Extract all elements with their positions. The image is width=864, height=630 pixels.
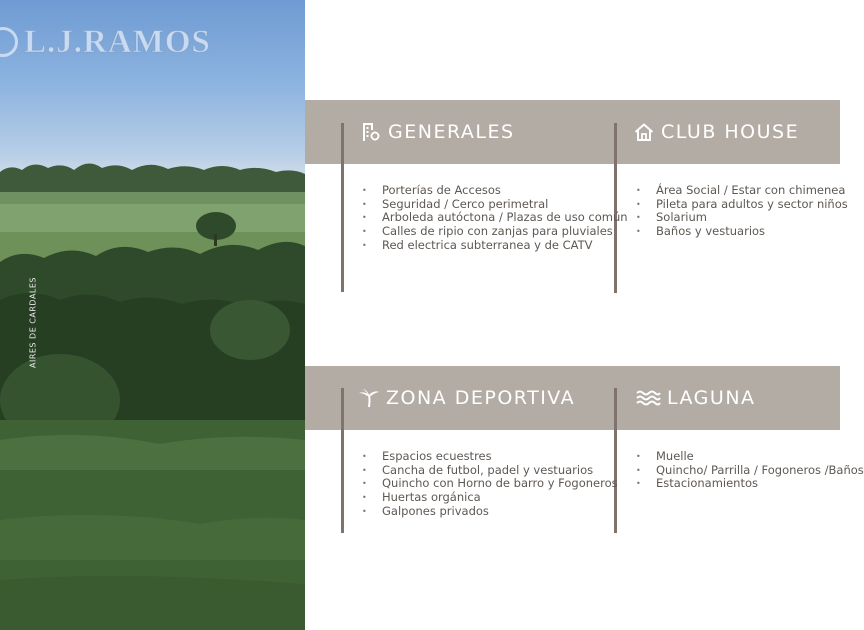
section-title-laguna: LAGUNA xyxy=(667,387,756,409)
section-header-club-house xyxy=(633,100,799,164)
logo-text: L.J.RAMOS xyxy=(24,24,211,60)
list-item: • Red electrica subterranea y de CATV xyxy=(362,239,628,253)
section-title-club-house: CLUB HOUSE xyxy=(661,121,800,143)
section-header-generales xyxy=(360,100,515,164)
list-item: • Muelle xyxy=(636,450,864,464)
list-item: • Porterías de Accesos xyxy=(362,184,628,198)
list-item: • Pileta para adultos y sector niños xyxy=(636,198,848,212)
list-item: • Seguridad / Cerco perimetral xyxy=(362,198,628,212)
list-item: • Área Social / Estar con chimenea xyxy=(636,184,848,198)
waves-icon xyxy=(635,387,661,409)
list-generales xyxy=(362,184,628,253)
logo-seal-icon xyxy=(0,27,18,57)
list-item: • Galpones privados xyxy=(362,505,618,519)
building-icon xyxy=(360,121,382,143)
list-item: • Estacionamientos xyxy=(636,477,864,491)
list-item: • Baños y vestuarios xyxy=(636,225,848,239)
divider-zona-deportiva xyxy=(341,388,344,533)
list-club-house xyxy=(636,184,848,239)
list-item: • Solarium xyxy=(636,211,848,225)
aerial-photo xyxy=(0,0,305,630)
list-item: • Huertas orgánica xyxy=(362,491,618,505)
list-laguna xyxy=(636,450,864,491)
landscape-illustration xyxy=(0,0,305,630)
list-item: • Calles de ripio con zanjas para pluviales xyxy=(362,225,628,239)
list-zona-deportiva xyxy=(362,450,618,519)
house-icon xyxy=(633,121,655,143)
list-item: • Espacios ecuestres xyxy=(362,450,618,464)
company-logo xyxy=(0,22,236,62)
list-item: • Quincho/ Parrilla / Fogoneros /Baños xyxy=(636,464,864,478)
section-title-zona-deportiva: ZONA DEPORTIVA xyxy=(386,387,576,409)
list-item: • Cancha de futbol, padel y vestuarios xyxy=(362,464,618,478)
list-item: • Quincho con Horno de barro y Fogoneros xyxy=(362,477,618,491)
section-header-zona-deportiva xyxy=(358,366,575,430)
palm-tree-icon xyxy=(358,387,380,409)
section-title-generales: GENERALES xyxy=(388,121,515,143)
section-header-laguna xyxy=(635,366,756,430)
list-item: • Arboleda autóctona / Plazas de uso común xyxy=(362,211,628,225)
photo-caption: AIRES DE CARDALES xyxy=(28,276,38,369)
divider-generales xyxy=(341,123,344,292)
